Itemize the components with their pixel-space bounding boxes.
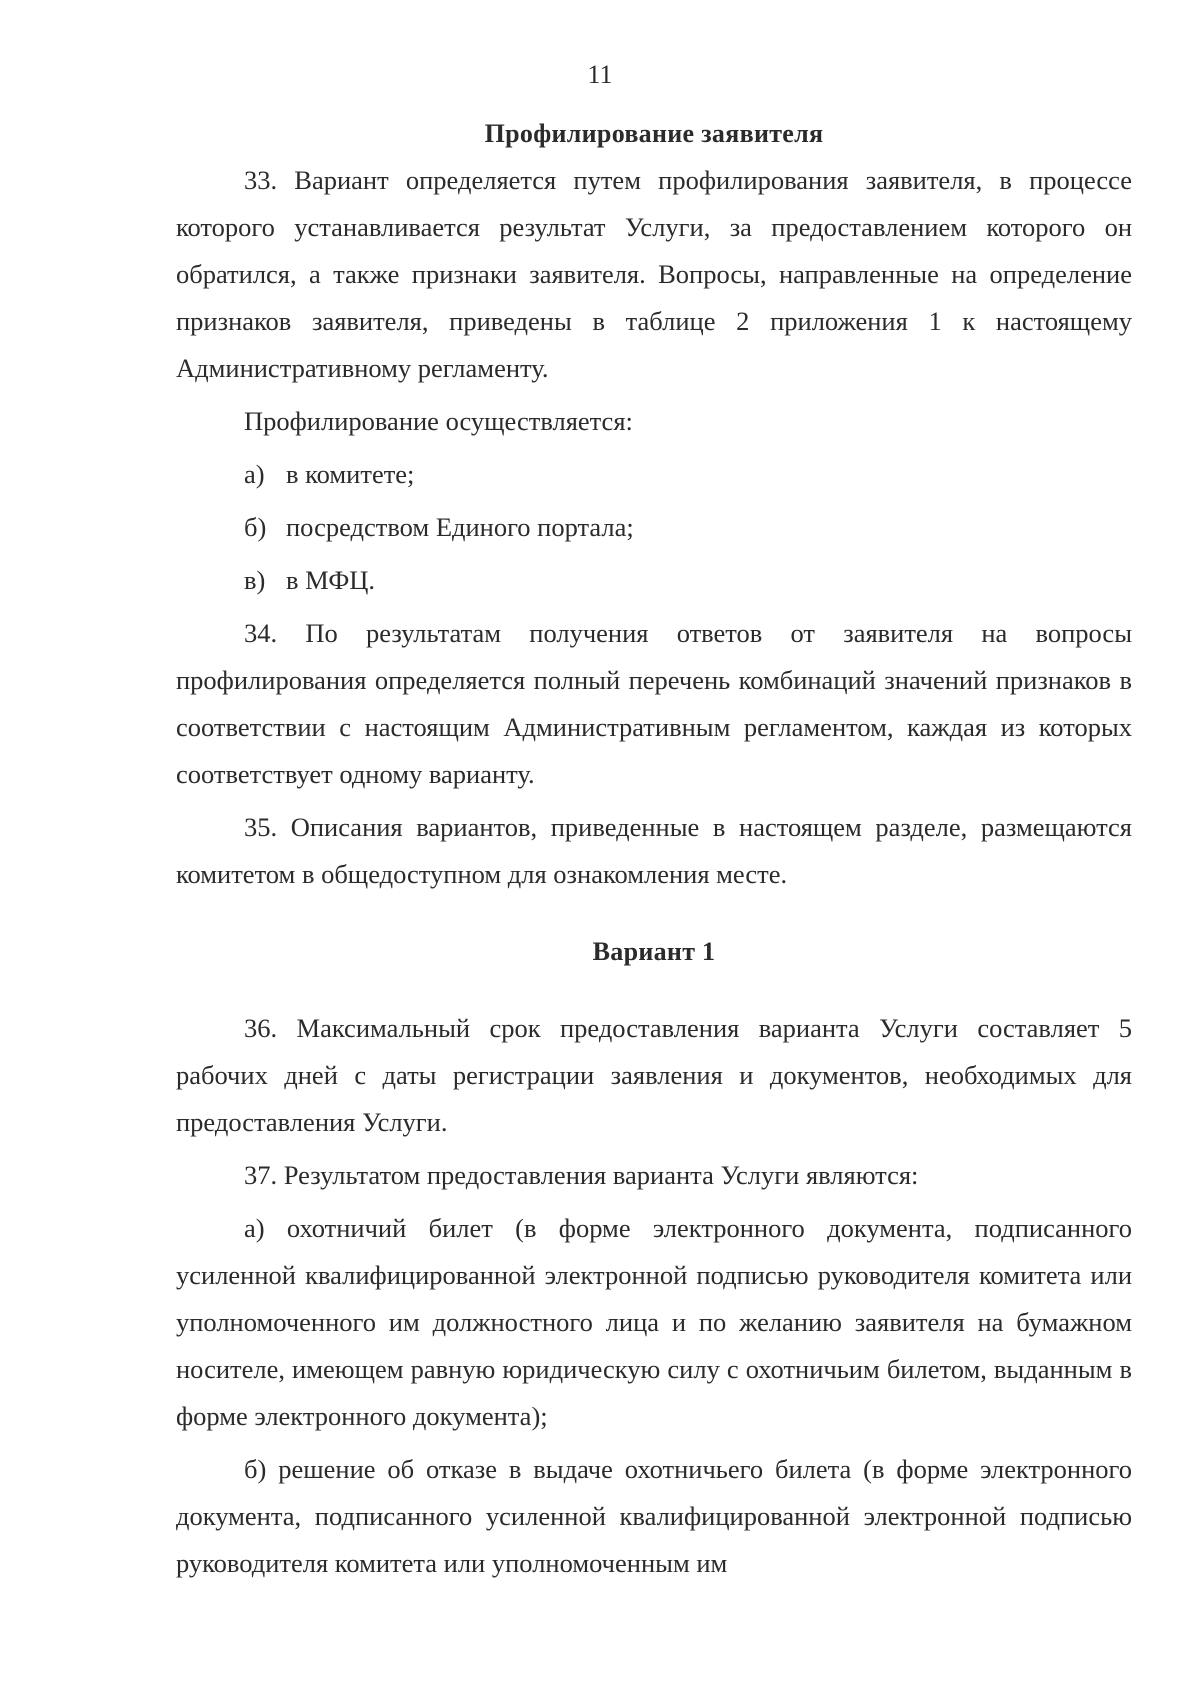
section-heading-variant-1: Вариант 1 xyxy=(592,937,716,966)
paragraph-36: 36. Максимальный срок предоставления варианта Услуги составляет 5 рабочих дней с даты регистрации заявления и документов, необходимых для предоставления Услуги. xyxy=(176,1013,1132,1137)
paragraph-profiling-intro: Профилирование осуществляется: xyxy=(244,406,633,436)
list-item-text: в МФЦ. xyxy=(286,565,376,595)
list-marker: б) xyxy=(244,512,267,542)
paragraph-34: 34. По результатам получения ответов от заявителя на вопросы профилирования определяется полный перечень комбинаций значений признаков в соответствии с настоящим Административным регламентом, каждая из которых соответствует одному варианту. xyxy=(176,618,1132,789)
list-item-portal xyxy=(176,504,1132,551)
paragraph-37: 37. Результатом предоставления варианта Услуги являются: xyxy=(244,1160,919,1190)
section-heading-profiling: Профилирование заявителя xyxy=(484,119,824,148)
paragraph-37a: а) охотничий билет (в форме электронного документа, подписанного усиленной квалифицированной электронной подписью руководителя комитета или уполномоченного им должностного лица и по желанию заявителя на бумажном носителе, имеющем равную юридическую силу с охотничьим билетом, выданным в форме электронного документа); xyxy=(176,1213,1132,1431)
paragraph-37b: б) решение об отказе в выдаче охотничьего билета (в форме электронного документа, подписанного усиленной квалифицированной электронной подписью руководителя комитета или уполномоченным им xyxy=(176,1454,1132,1578)
list-item-text: посредством Единого портала; xyxy=(286,512,634,542)
paragraph-35: 35. Описания вариантов, приведенные в настоящем разделе, размещаются комитетом в общедоступном для ознакомления месте. xyxy=(176,812,1132,889)
paragraph-33: 33. Вариант определяется путем профилирования заявителя, в процессе которого устанавливается результат Услуги, за предоставлением которого он обратился, а также признаки заявителя. Вопросы, направленные на определение признаков заявителя, приведены в таблице 2 приложения 1 к настоящему Административному регламенту. xyxy=(176,165,1132,383)
document-body xyxy=(176,110,1132,1587)
list-marker: а) xyxy=(244,459,265,489)
list-item-mfc xyxy=(176,557,1132,604)
page-number: 11 xyxy=(587,60,613,89)
list-marker: в) xyxy=(244,565,266,595)
list-item-text: в комитете; xyxy=(286,459,415,489)
list-item-committee xyxy=(176,451,1132,498)
